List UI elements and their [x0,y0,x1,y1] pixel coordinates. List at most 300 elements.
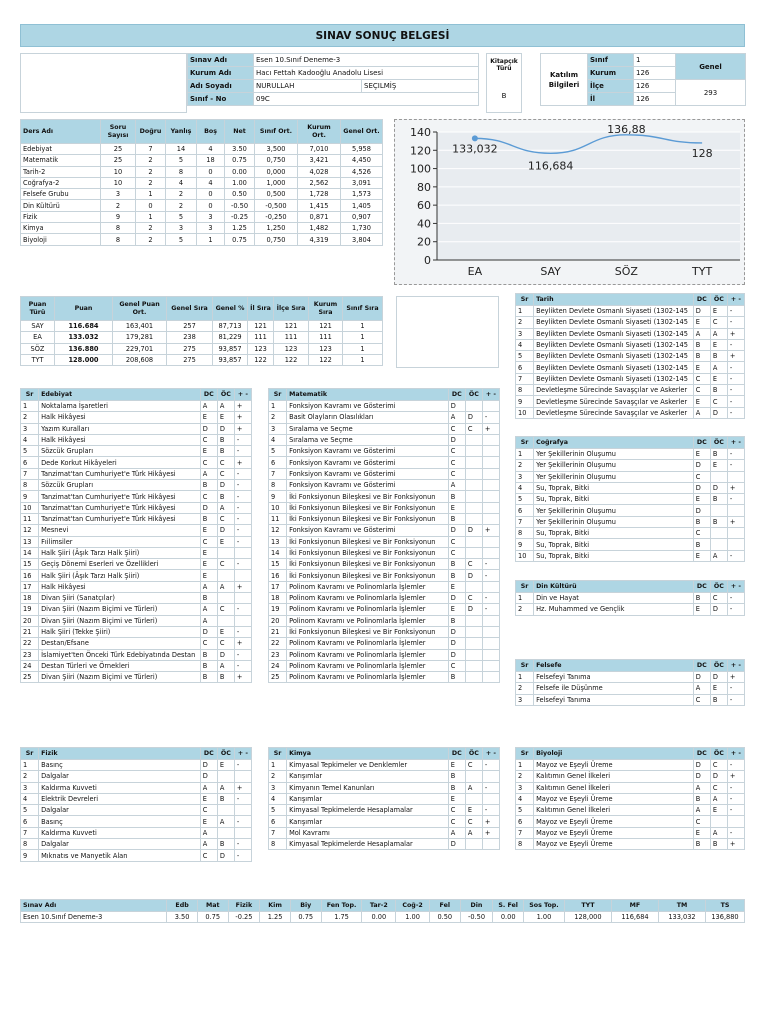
table-cell: 275 [167,343,213,354]
table-cell: Polinom Kavramı ve Polinomlarla İşlemler [287,604,449,615]
table-row [516,339,745,350]
table-cell: A [710,827,727,838]
table-cell: SAY [21,321,55,332]
table-cell: B [448,615,465,626]
table-cell: - [234,468,251,479]
table-cell: İki Fonksiyonun Bileşkesi ve Bir Fonksiyonun [287,626,449,637]
table-row [21,166,383,177]
column-header: DC [693,748,710,760]
tarih-wrap [515,293,745,419]
table-cell [465,672,482,683]
table-cell: C [448,805,465,816]
table-cell: 0.75 [290,912,321,923]
table-row [21,805,252,816]
table-cell: C [693,471,710,482]
table-cell: Mayoz ve Eşeyli Üreme [534,793,694,804]
table-row [516,683,745,694]
table-cell: 6 [269,457,287,468]
y-tick-label: 0 [424,254,431,267]
table-cell: - [234,446,251,457]
table-cell: 111 [248,332,274,343]
table-cell: B [693,516,710,527]
table-cell: Felsefeyi Tanıma [534,672,694,683]
table-row [21,354,383,365]
table-cell: 7 [269,468,287,479]
table-row [516,449,745,460]
table-cell: 1 [516,760,534,771]
table-cell [465,771,482,782]
table-cell: 1 [343,354,383,365]
table-row [269,570,500,581]
table-cell: 19 [21,604,39,615]
table-cell: 7 [21,468,39,479]
x-tick-label: EA [467,265,483,278]
column-header: Matematik [287,389,449,401]
table-row [516,407,745,418]
table-row [21,480,252,491]
table-row [21,850,252,861]
table-cell: - [234,839,251,850]
table-cell: D [710,604,727,615]
table-cell: Polinom Kavramı ve Polinomlarla İşlemler [287,638,449,649]
table-cell: 14 [269,547,287,558]
table-cell: - [234,480,251,491]
table-cell: 20 [269,615,287,626]
table-cell: İki Fonksiyonun Bileşkesi ve Bir Fonksiyonun [287,559,449,570]
column-header: Sınıf Sıra [343,297,383,321]
table-cell: B [200,660,217,671]
table-cell [465,491,482,502]
table-cell: Fonksiyon Kavramı ve Gösterimi [287,468,449,479]
table-cell: E [710,373,727,384]
table-cell: -0,250 [255,211,298,222]
fizik-wrap [20,747,252,862]
table-cell [482,502,499,513]
column-header: Genel % [213,297,248,321]
table-cell: 4 [21,434,39,445]
table-row [21,412,252,423]
table-cell: - [727,449,744,460]
table-cell: 8 [516,528,534,539]
table-cell: + [234,423,251,434]
label: İlçe [588,80,634,93]
table-cell: + [234,672,251,683]
table-cell: A [465,782,482,793]
table-cell: D [217,850,234,861]
table-cell: E [217,536,234,547]
table-cell: - [482,559,499,570]
table-row [269,626,500,637]
table-cell: A [217,401,234,412]
table-cell: 122 [274,354,309,365]
column-header: Doğru [136,120,166,144]
table-cell: B [448,672,465,683]
table-row [21,672,252,683]
table-row [21,559,252,570]
column-header: Biyoloji [534,748,694,760]
table-cell: B [200,513,217,524]
x-tick-label: SAY [540,265,561,278]
table-cell: C [465,816,482,827]
table-cell: D [710,482,727,493]
table-cell: 2 [516,604,534,615]
table-cell: C [710,593,727,604]
table-row [516,373,745,384]
table-cell: D [693,505,710,516]
table-cell: A [693,407,710,418]
table-cell: 1 [343,332,383,343]
table-row [269,615,500,626]
table-cell: A [217,502,234,513]
table-cell: D [448,434,465,445]
column-header: Ders Adı [21,120,101,144]
table-cell: 121 [274,321,309,332]
table-cell: İki Fonksiyonun Bileşkesi ve Bir Fonksiyonun [287,547,449,558]
table-cell: 0,871 [298,211,341,222]
table-cell: Halk Şiiri (Âşık Tarzı Halk Şiiri) [39,570,201,581]
table-row [269,816,500,827]
column-header: + - [234,748,251,760]
table-cell: 6 [516,505,534,516]
table-cell: 1 [343,321,383,332]
table-cell: Beylikten Devlete Osmanlı Siyaseti (1302-145 [534,306,694,317]
table-cell: 1 [136,189,166,200]
table-cell: 7 [21,827,39,838]
table-cell [482,581,499,592]
table-cell: Kalıtımın Genel İlkeleri [534,805,694,816]
table-cell: 6 [516,362,534,373]
student-info [187,53,478,106]
table-cell: 5 [166,211,197,222]
table-cell: 1 [269,760,287,771]
column-header: ÖC [710,581,727,593]
table-cell: - [482,805,499,816]
table-cell: D [448,525,465,536]
table-cell: D [465,525,482,536]
table-cell: Divan Şiiri (Nazım Biçimi ve Türleri) [39,604,201,615]
table-row [516,362,745,373]
table-cell: Devletleşme Sürecinde Savaşçılar ve Askerler [534,385,694,396]
table-cell: 5 [166,234,197,245]
table-cell: Mol Kavramı [287,827,449,838]
table-cell [727,816,744,827]
table-cell: E [448,502,465,513]
table-cell: - [727,793,744,804]
table-cell: Fonksiyon Kavramı ve Gösterimi [287,446,449,457]
table-cell: - [727,760,744,771]
table-cell: Kimyasal Tepkimelerde Hesaplamalar [287,805,449,816]
table-row [269,760,500,771]
table-cell: 2 [101,200,136,211]
column-header: DC [448,748,465,760]
table-cell: B [448,570,465,581]
table-cell: 2 [516,771,534,782]
table-cell: Dalgalar [39,771,201,782]
table-cell [234,547,251,558]
table-cell: C [448,457,465,468]
table-cell: + [727,328,744,339]
table-cell: 1 [343,343,383,354]
table-cell: E [448,793,465,804]
table-cell: Din Kültürü [21,200,101,211]
table-cell [465,468,482,479]
table-cell: 21 [269,626,287,637]
fizik-table [20,747,252,862]
table-cell: 10 [269,502,287,513]
felsefe-table [515,659,745,706]
table-row [269,547,500,558]
table-cell [234,805,251,816]
table-cell: Yer Şekillerinin Oluşumu [534,505,694,516]
table-cell: 11 [269,513,287,524]
table-row [269,536,500,547]
table-cell: 1.25 [225,223,255,234]
table-cell: E [693,449,710,460]
table-cell: 10 [21,502,39,513]
table-cell: Noktalama İşaretleri [39,401,201,412]
table-cell: Beylikten Devlete Osmanlı Siyaseti (1302-145 [534,351,694,362]
table-cell: 5 [21,446,39,457]
table-cell: 0,750 [255,234,298,245]
table-cell: Mayoz ve Eşeyli Üreme [534,827,694,838]
table-cell: C [200,850,217,861]
table-cell: 3 [166,223,197,234]
table-cell [465,401,482,412]
table-cell: + [727,482,744,493]
table-cell: 257 [167,321,213,332]
table-cell: 4 [197,144,225,155]
table-row [21,468,252,479]
table-cell: Yazım Kuralları [39,423,201,434]
table-cell: B [693,539,710,550]
table-cell: 20 [21,615,39,626]
table-cell: - [727,782,744,793]
table-row [269,638,500,649]
table-cell: -0.25 [225,211,255,222]
table-cell: Su, Toprak, Bitki [534,550,694,561]
table-cell: 3 [197,211,225,222]
score-table-wrap [20,119,382,246]
table-cell: 0 [197,200,225,211]
table-row [21,321,383,332]
column-header: Net [225,120,255,144]
table-cell: 1 [197,234,225,245]
table-cell: 163,401 [113,321,167,332]
table-cell: - [727,385,744,396]
table-cell: D [693,672,710,683]
table-row [269,793,500,804]
table-row [516,505,745,516]
table-cell [727,528,744,539]
column-header: DC [200,748,217,760]
column-header: S. Fel [493,900,524,912]
table-cell: D [693,771,710,782]
general-label: Genel [676,54,746,80]
class-no: 09C [254,93,479,106]
table-row [269,660,500,671]
table-cell: 13 [21,536,39,547]
table-row [21,423,252,434]
table-cell: C [448,660,465,671]
column-header: Genel Ort. [341,120,383,144]
column-header: Sr [269,389,287,401]
table-cell [465,660,482,671]
table-cell: 3,804 [341,234,383,245]
table-cell: Sıralama ve Seçme [287,423,449,434]
label: Kurum [588,67,634,80]
column-header: Yanlış [166,120,197,144]
table-cell: C [448,423,465,434]
table-cell [482,434,499,445]
column-header: + - [727,748,744,760]
table-row [21,593,252,604]
table-cell [482,793,499,804]
table-cell: 4 [21,793,39,804]
table-cell: 25 [101,144,136,155]
table-cell: A [217,660,234,671]
table-cell: 3,500 [255,144,298,155]
table-cell: C [710,396,727,407]
table-cell: - [234,626,251,637]
table-cell: A [200,401,217,412]
table-cell: 111 [274,332,309,343]
column-header: İl Sıra [248,297,274,321]
table-cell: Tarih-2 [21,166,101,177]
table-row [21,626,252,637]
table-cell: A [693,782,710,793]
table-cell: 18 [21,593,39,604]
table-cell: 7 [136,144,166,155]
table-cell: B [693,793,710,804]
column-header: Sr [516,748,534,760]
exam-name: Esen 10.Sınıf Deneme-3 [254,54,479,67]
table-cell: + [234,782,251,793]
table-row [269,434,500,445]
table-cell: 121 [248,321,274,332]
table-cell: C [693,528,710,539]
table-cell: 16 [21,570,39,581]
table-cell: 5,958 [341,144,383,155]
table-cell: 9 [101,211,136,222]
column-header: Din [460,900,493,912]
table-cell [482,457,499,468]
table-cell: EA [21,332,55,343]
table-cell: Mayoz ve Eşeyli Üreme [534,760,694,771]
table-cell: + [234,457,251,468]
column-header: DC [693,581,710,593]
table-cell: 16 [269,570,287,581]
table-cell: D [448,839,465,850]
table-row [516,385,745,396]
participation-label: Katılım Bilgileri [541,54,588,106]
table-cell: - [727,396,744,407]
column-header: Fizik [228,900,260,912]
column-header: ÖC [710,437,727,449]
table-cell: A [710,793,727,804]
label: Sınıf [588,54,634,67]
table-cell: Halk Şiiri (Âşık Tarzı Halk Şiiri) [39,547,201,558]
table-cell [482,638,499,649]
table-cell: 6 [516,816,534,827]
x-tick-label: TYT [692,265,713,278]
table-cell [234,593,251,604]
table-cell: Destan/Efsane [39,638,201,649]
column-header: Sr [21,748,39,760]
booklet-box [486,53,522,113]
table-cell: + [482,525,499,536]
table-cell [465,547,482,558]
kimya-wrap [268,747,500,850]
table-row [269,513,500,524]
table-cell: 8 [166,166,197,177]
table-cell: Su, Toprak, Bitki [534,494,694,505]
table-cell [465,649,482,660]
table-cell: 1 [516,593,534,604]
table-cell: B [693,593,710,604]
table-cell: C [693,694,710,705]
student-photo-box [20,53,187,113]
table-cell: E [693,396,710,407]
table-row [269,559,500,570]
table-row [21,771,252,782]
table-cell: Polinom Kavramı ve Polinomlarla İşlemler [287,615,449,626]
table-cell: Polinom Kavramı ve Polinomlarla İşlemler [287,581,449,592]
table-cell: - [482,570,499,581]
column-header: + - [727,294,744,306]
table-cell: 0.00 [362,912,396,923]
table-cell [217,771,234,782]
table-cell: Sıralama ve Seçme [287,434,449,445]
table-cell: 1.00 [524,912,565,923]
data-label: 136,88 [607,122,646,136]
table-row [269,468,500,479]
table-cell: Polinom Kavramı ve Polinomlarla İşlemler [287,649,449,660]
table-cell: 4,526 [341,166,383,177]
table-cell: 87,713 [213,321,248,332]
table-cell [710,816,727,827]
table-cell: D [200,771,217,782]
table-cell: E [448,581,465,592]
summary-table [20,899,745,923]
table-cell: 8 [21,480,39,491]
data-label: 116,684 [527,159,574,173]
table-cell: 0 [197,189,225,200]
table-row [516,528,745,539]
column-header: Genel Puan Ort. [113,297,167,321]
table-cell: 5 [269,805,287,816]
table-cell: 6 [269,816,287,827]
x-tick-label: SÖZ [614,265,638,278]
table-cell: İslamiyet'ten Önceki Türk Edebiyatında Destan [39,649,201,660]
table-cell: A [200,615,217,626]
table-cell: 8 [101,234,136,245]
table-cell: + [234,581,251,592]
table-cell: 7 [516,827,534,838]
table-cell: Yer Şekillerinin Oluşumu [534,460,694,471]
table-cell: 12 [21,525,39,536]
table-cell: 5 [21,805,39,816]
table-row [21,434,252,445]
table-cell: Sözcük Grupları [39,446,201,457]
table-cell: - [727,339,744,350]
cografya-table [515,436,745,562]
table-cell: 0.75 [225,155,255,166]
table-cell: Kimya [21,223,101,234]
table-cell: 2 [516,317,534,328]
table-cell: 0.50 [429,912,460,923]
value: 126 [634,93,676,106]
table-row [516,805,745,816]
